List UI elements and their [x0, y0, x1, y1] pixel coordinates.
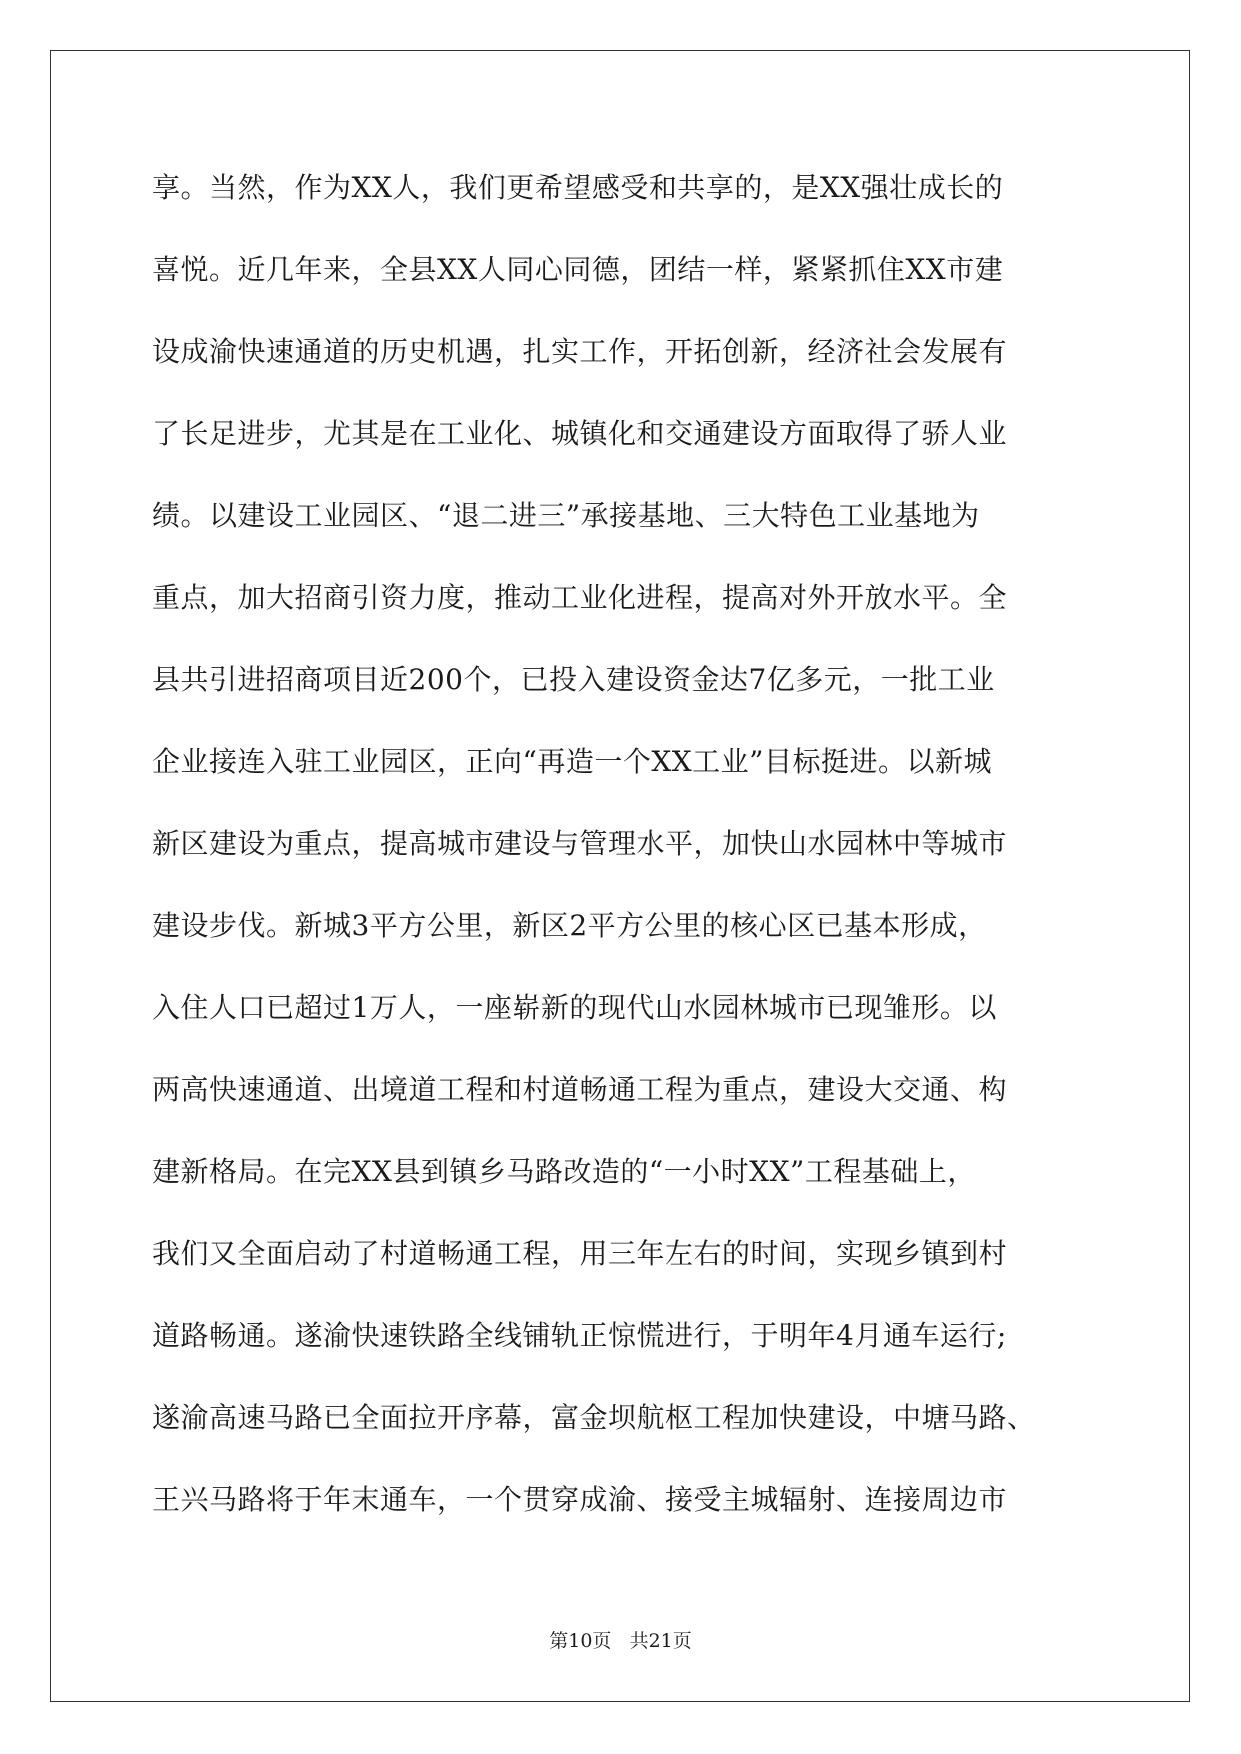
page-total: 共21页	[629, 1630, 692, 1652]
text-line: 重点，加大招商引资力度，推动工业化进程，提高对外开放水平。全	[152, 581, 1008, 614]
text-line: 县共引进招商项目近200个，已投入建设资金达7亿多元，一批工业	[152, 663, 995, 696]
text-line: 绩。以建设工业园区、“退二进三”承接基地、三大特色工业基地为	[152, 499, 980, 532]
text-line: 入住人口已超过1万人，一座崭新的现代山水园林城市已现雏形。以	[152, 991, 997, 1024]
text-line: 享。当然，作为XX人，我们更希望感受和共享的，是XX强壮成长的	[152, 171, 1004, 204]
text-line: 了长足进步，尤其是在工业化、城镇化和交通建设方面取得了骄人业	[152, 417, 1008, 450]
document-body	[152, 158, 1092, 1552]
text-line: 两高快速通道、出境道工程和村道畅通工程为重点，建设大交通、构	[152, 1073, 1008, 1106]
text-line: 遂渝高速马路已全面拉开序幕，富金坝航枢工程加快建设，中塘马路、	[152, 1401, 1036, 1434]
text-line: 设成渝快速通道的历史机遇，扎实工作，开拓创新，经济社会发展有	[152, 335, 1008, 368]
page-footer	[0, 1626, 1241, 1653]
text-line: 王兴马路将于年末通车，一个贯穿成渝、接受主城辐射、连接周边市	[152, 1483, 1008, 1516]
footer-spacer	[611, 1630, 629, 1652]
text-line: 建设步伐。新城3平方公里，新区2平方公里的核心区已基本形成，	[152, 909, 987, 942]
text-line: 道路畅通。遂渝快速铁路全线铺轨正惊慌进行，于明年4月通车运行;	[152, 1319, 1007, 1352]
text-line: 新区建设为重点，提高城市建设与管理水平，加快山水园林中等城市	[152, 827, 1008, 860]
text-line: 建新格局。在完XX县到镇乡马路改造的“一小时XX”工程基础上，	[152, 1155, 976, 1188]
text-line: 喜悦。近几年来，全县XX人同心同德，团结一样，紧紧抓住XX市建	[152, 253, 1004, 286]
text-line: 我们又全面启动了村道畅通工程，用三年左右的时间，实现乡镇到村	[152, 1237, 1008, 1270]
text-line: 企业接连入驻工业园区，正向“再造一个XX工业”目标挺进。以新城	[152, 745, 992, 778]
page-number: 第10页	[549, 1630, 612, 1652]
